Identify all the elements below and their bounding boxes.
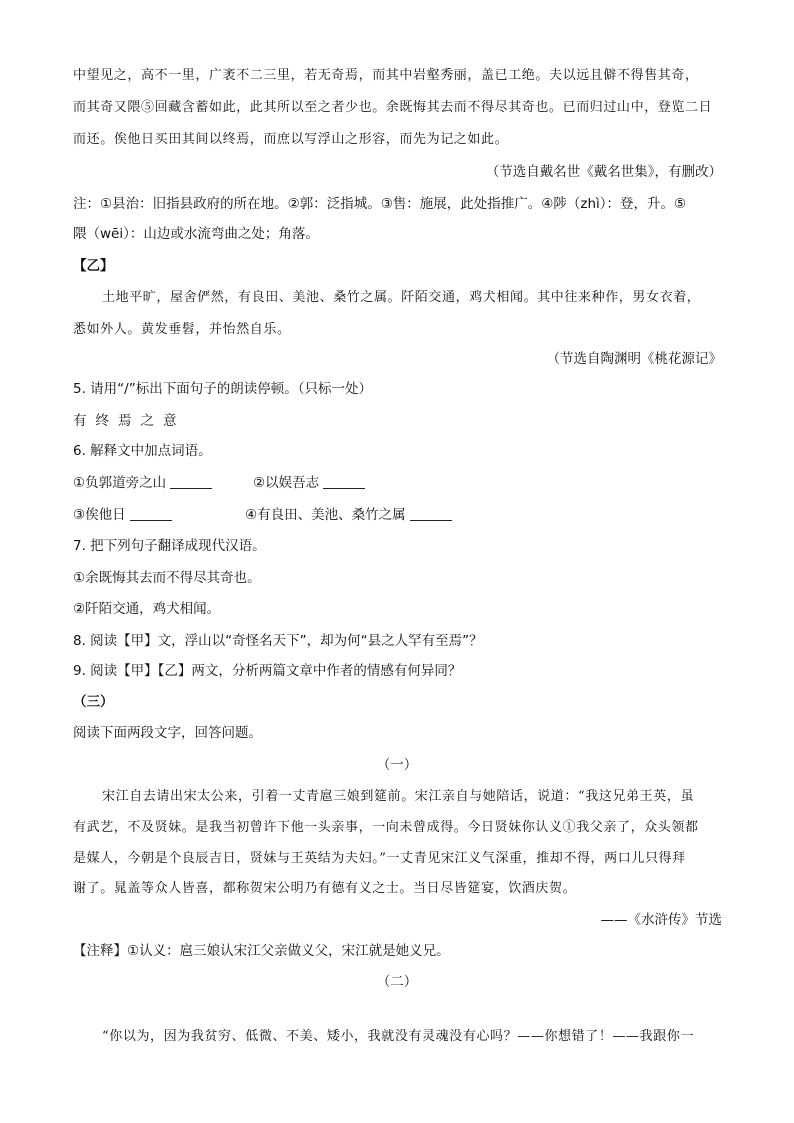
answer-blank[interactable] (323, 474, 365, 489)
question-7-item-2: ②阡陌交通，鸡犬相闻。 (73, 601, 221, 617)
part-2-line-1: “你以为，因为我贫穷、低微、不美、矮小，我就没有灵魂没有心吗？——你想错了！——我跟你一 (102, 1029, 695, 1044)
question-6-item-2-text: ②以娱吾志 (253, 475, 320, 491)
part-1-line-4: 谢了。晁盖等众人皆喜，都称贺宋公明乃有德有义之士。当日尽皆筵宴，饮酒庆贺。 (73, 881, 577, 896)
yi-source: （节选自陶渊明《桃花源记》 (546, 351, 722, 367)
part-1-line-2: 有武艺，不及贤妹。是我当初曾许下他一头亲事，一向未曾成得。今日贤妹你认义①我父亲了，众头领都 (73, 820, 699, 835)
jia-text-line-1: 中望见之，高不一里，广袤不二三里，若无奇焉，而其中岩壑秀丽，盖已工绝。夫以远且僻不得售其奇， (73, 68, 699, 83)
question-9: 9. 阅读【甲】【乙】两文，分析两篇文章中作者的情感有何异同？ (73, 663, 462, 679)
answer-blank[interactable] (130, 506, 172, 521)
question-6-item-1 (73, 473, 212, 493)
question-8: 8. 阅读【甲】文，浮山以“奇怪名天下”，却为何“县之人罕有至焉”？ (73, 633, 483, 649)
yi-text-line-1: 土地平旷，屋舍俨然，有良田、美池、桑竹之属。阡陌交通，鸡犬相闻。其中往来种作，男女衣着， (102, 290, 701, 305)
jia-source: （节选自戴名世《戴名世集》，有删改） (485, 164, 722, 180)
question-6: 6. 解释文中加点词语。 (73, 443, 212, 459)
part-1-line-3: 是媒人，今朝是个良辰吉日，贤妹与王英结为夫妇。”一丈青见宋江义气深重，推却不得，两口儿只得拜 (73, 851, 686, 866)
question-6-item-3 (73, 505, 172, 525)
part-2-label: （二） (376, 974, 418, 990)
question-6-item-3-text: ③俟他日 (73, 507, 126, 523)
question-6-item-1-text: ①负郭道旁之山 (73, 475, 167, 491)
question-7-item-1: ①余既悔其去而不得尽其奇也。 (73, 570, 261, 586)
question-6-item-2 (253, 473, 365, 493)
part-1-label: （一） (376, 757, 418, 773)
question-6-item-4 (245, 505, 452, 525)
jia-note-line-2: 隈（wēi）：山边或水流弯曲之处；角落。 (73, 226, 319, 242)
yi-label: 【乙】 (73, 258, 114, 274)
question-6-item-4-text: ④有良田、美池、桑竹之属 (245, 507, 406, 523)
jia-text-line-3: 而还。俟他日买田其间以终焉，而庶以写浮山之形容，而先为记之如此。 (73, 132, 509, 147)
question-7: 7. 把下列句子翻译成现代汉语。 (73, 538, 266, 554)
section-3-instruction: 阅读下面两段文字，回答问题。 (73, 725, 262, 741)
question-5: 5. 请用“/”标出下面句子的朗读停顿。（只标一处） (73, 381, 372, 397)
part-1-line-1: 宋江自去请出宋太公来，引着一丈青扈三娘到筵前。宋江亲自与她陪话，说道：“我这兄弟王英，虽 (102, 789, 695, 804)
yi-text-line-2: 悉如外人。黄发垂髫，并怡然自乐。 (73, 322, 291, 337)
jia-note-line-1: 注：①县治：旧指县政府的所在地。②郭：泛指城。③售：施展，此处指推广。④陟（zhì）：登，升。⑤ (73, 196, 687, 212)
part-1-note: 【注释】①认义：扈三娘认宋江父亲做义父，宋江就是她义兄。 (73, 943, 450, 959)
answer-blank[interactable] (170, 474, 212, 489)
question-5-sentence: 有终焉之意 (73, 413, 186, 429)
jia-text-line-2: 而其奇又隈⑤回藏含蓄如此，此其所以至之者少也。余既悔其去而不得尽其奇也。已而归过山中，登览二日 (73, 100, 713, 115)
part-1-source: ——《水浒传》节选 (600, 912, 722, 928)
answer-blank[interactable] (410, 506, 452, 521)
section-3-label: （三） (73, 694, 114, 710)
